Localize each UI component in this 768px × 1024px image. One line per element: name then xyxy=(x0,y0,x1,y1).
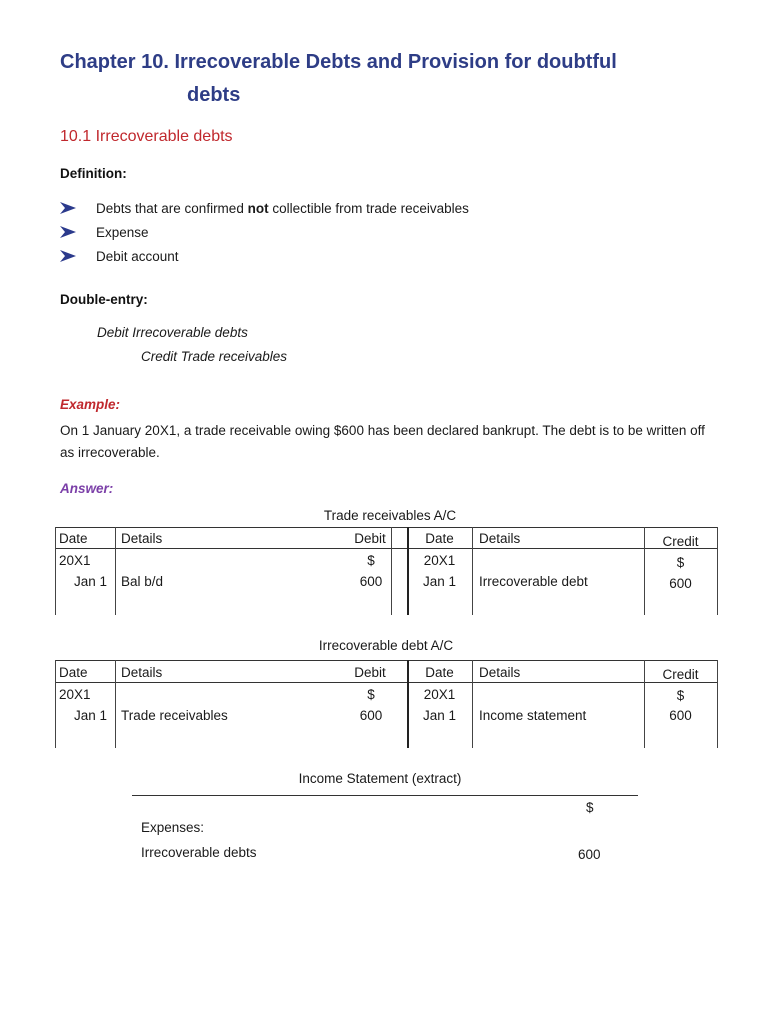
header-date: Date xyxy=(59,531,88,546)
debit-amount: 600 xyxy=(359,574,383,589)
credit-date: Jan 1 xyxy=(422,708,457,723)
debit-year: 20X1 xyxy=(59,687,91,702)
definition-label: Definition: xyxy=(60,166,127,181)
header-details: Details xyxy=(121,665,163,680)
ledger-irrecoverable-debt xyxy=(55,660,717,748)
credit-year: 20X1 xyxy=(423,687,456,702)
bullet-text: Expense xyxy=(96,224,149,240)
chapter-title-line-1: Chapter 10. Irrecoverable Debts and Provision for doubtful xyxy=(60,51,617,73)
header-date-right: Date xyxy=(425,665,454,680)
list-item xyxy=(60,196,469,220)
double-entry-label: Double-entry: xyxy=(60,292,148,307)
header-credit: Credit xyxy=(662,667,699,682)
debit-currency: $ xyxy=(367,553,375,568)
debit-amount: 600 xyxy=(359,708,383,723)
credit-year: 20X1 xyxy=(423,553,456,568)
list-item xyxy=(60,220,469,244)
list-item xyxy=(60,244,469,268)
income-statement-currency: $ xyxy=(586,800,594,815)
credit-currency: $ xyxy=(676,555,685,570)
header-details-right: Details xyxy=(479,531,521,546)
income-statement-title: Income Statement (extract) xyxy=(298,771,462,786)
income-statement-expenses-label: Expenses: xyxy=(141,820,205,835)
chevron-arrow-icon xyxy=(60,250,76,262)
bullet-text: Debit account xyxy=(96,248,179,264)
income-statement-rule xyxy=(132,795,638,796)
credit-date: Jan 1 xyxy=(422,574,457,589)
debit-details: Bal b/d xyxy=(121,574,164,589)
income-statement-item-amount: 600 xyxy=(578,847,601,862)
chapter-title xyxy=(60,46,710,112)
example-label: Example: xyxy=(60,397,121,412)
debit-date: Jan 1 xyxy=(73,574,107,589)
section-title: 10.1 Irrecoverable debts xyxy=(60,128,233,145)
ledger-title-irrecoverable-debt: Irrecoverable debt A/C xyxy=(318,638,454,653)
credit-amount: 600 xyxy=(669,708,692,723)
example-text: On 1 January 20X1, a trade receivable owing $600 has been declared bankrupt. The debt is to be written off as irrecoverable. xyxy=(60,423,705,460)
header-date: Date xyxy=(59,665,88,680)
ledger-trade-receivables xyxy=(55,527,717,615)
chevron-arrow-icon xyxy=(60,226,76,238)
debit-date: Jan 1 xyxy=(73,708,107,723)
chapter-title-line-2: debts xyxy=(187,84,241,106)
header-credit: Credit xyxy=(662,534,699,549)
header-debit: Debit xyxy=(354,531,386,546)
credit-amount: 600 xyxy=(669,576,692,591)
header-date-right: Date xyxy=(425,531,454,546)
header-debit: Debit xyxy=(354,665,386,680)
income-statement-item-label: Irrecoverable debts xyxy=(141,845,257,860)
debit-entry-line: Debit Irrecoverable debts xyxy=(97,325,248,340)
credit-currency: $ xyxy=(676,688,685,703)
credit-entry-line: Credit Trade receivables xyxy=(141,349,288,364)
header-details: Details xyxy=(121,531,163,546)
debit-details: Trade receivables xyxy=(121,708,228,723)
credit-details: Income statement xyxy=(479,708,587,723)
chevron-arrow-icon xyxy=(60,202,76,214)
debit-year: 20X1 xyxy=(59,553,91,568)
credit-details: Irrecoverable debt xyxy=(479,574,588,589)
debit-currency: $ xyxy=(367,687,375,702)
definition-list xyxy=(60,196,469,268)
answer-label: Answer: xyxy=(60,481,114,496)
header-details-right: Details xyxy=(479,665,521,680)
ledger-title-trade-receivables: Trade receivables A/C xyxy=(323,508,457,523)
bullet-text: Debts that are confirmed not collectible from trade receivables xyxy=(96,200,469,216)
